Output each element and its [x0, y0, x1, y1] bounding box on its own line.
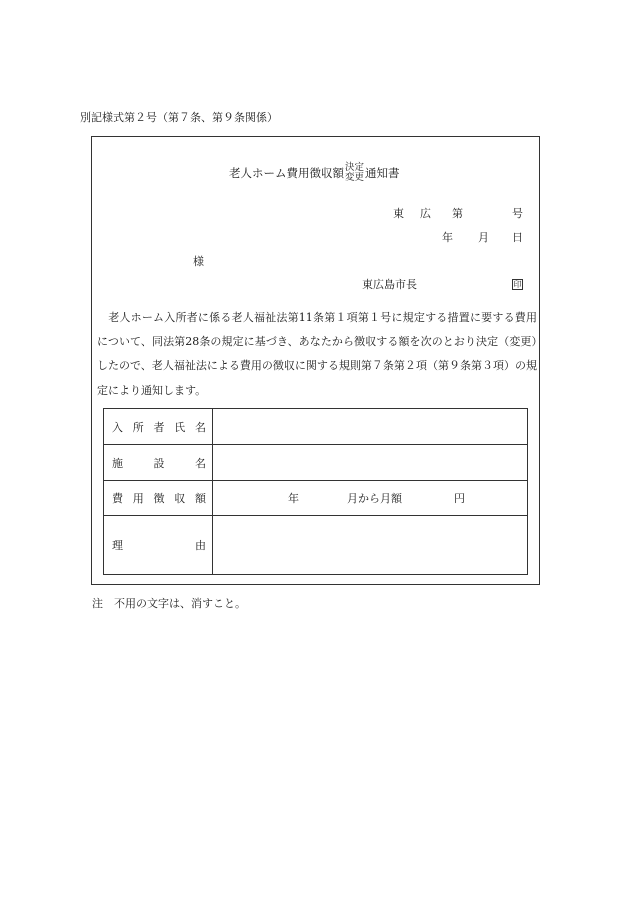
- title-option-decision: 決定: [345, 161, 365, 173]
- date-month: 月: [478, 231, 489, 244]
- fee-monthly-label: 月から月額: [347, 492, 402, 505]
- label-char: 者: [153, 420, 165, 434]
- label-char: 名: [195, 420, 206, 434]
- table-row: [104, 409, 528, 445]
- fee-table: [103, 408, 528, 575]
- label-char: 用: [132, 492, 144, 505]
- issuer-name: 東広島市長: [362, 278, 417, 291]
- label-char: 費: [112, 492, 123, 505]
- form-heading: 別記様式第２号（第７条、第９条関係）: [80, 111, 278, 124]
- title-prefix: 老人ホーム費用徴収額: [229, 166, 344, 180]
- fee-year-label: 年: [288, 492, 299, 505]
- label-char: 額: [195, 492, 206, 505]
- table-row: [104, 516, 528, 575]
- ref-char-dai: 第: [452, 207, 463, 220]
- title-option-change: 変更: [345, 172, 365, 183]
- label-resident-name: [104, 409, 213, 445]
- label-char: 氏: [174, 420, 186, 434]
- ref-char-hiro: 広: [420, 207, 431, 220]
- title-option-stack: [345, 163, 364, 184]
- label-fee-amount: [104, 481, 213, 516]
- label-char: 名: [195, 456, 206, 470]
- seal-mark: 印: [513, 280, 522, 289]
- date-day: 日: [512, 231, 523, 244]
- label-char: 由: [195, 539, 206, 552]
- body-paragraph: [97, 306, 537, 403]
- body-text: 老人ホーム入所者に係る老人福祉法第11条第１項第１号に規定する措置に要する費用について、同法第28条の規定に基づき、あなたから徴収する額を次のとおり決定（変更）したので、老人福祉法による費用の徴収に関する規則第７条第２項（第９条第３項）の規定により通知します。: [97, 311, 537, 397]
- label-char: 施: [112, 456, 123, 470]
- table-row: [104, 445, 528, 481]
- ref-char-go: 号: [512, 207, 523, 220]
- ref-char-higashi: 東: [393, 207, 404, 220]
- label-char: 理: [112, 539, 123, 552]
- title-suffix: 通知書: [365, 166, 400, 180]
- label-reason: [104, 516, 213, 575]
- label-facility-name: [104, 445, 213, 481]
- label-char: 所: [132, 420, 144, 434]
- footnote: 注 不用の文字は、消すこと。: [92, 597, 246, 610]
- label-char: 設: [153, 456, 165, 470]
- fee-yen-label: 円: [454, 492, 465, 505]
- document-title: [229, 160, 400, 186]
- label-char: 収: [174, 492, 186, 505]
- value-facility-name: [213, 445, 528, 481]
- label-char: 入: [112, 420, 123, 434]
- date-year: 年: [442, 231, 453, 244]
- label-char: 徴: [153, 492, 165, 505]
- value-fee-amount: [213, 481, 528, 516]
- table-row: [104, 481, 528, 516]
- value-resident-name: [213, 409, 528, 445]
- addressee-honorific: 様: [193, 255, 204, 268]
- value-reason: [213, 516, 528, 575]
